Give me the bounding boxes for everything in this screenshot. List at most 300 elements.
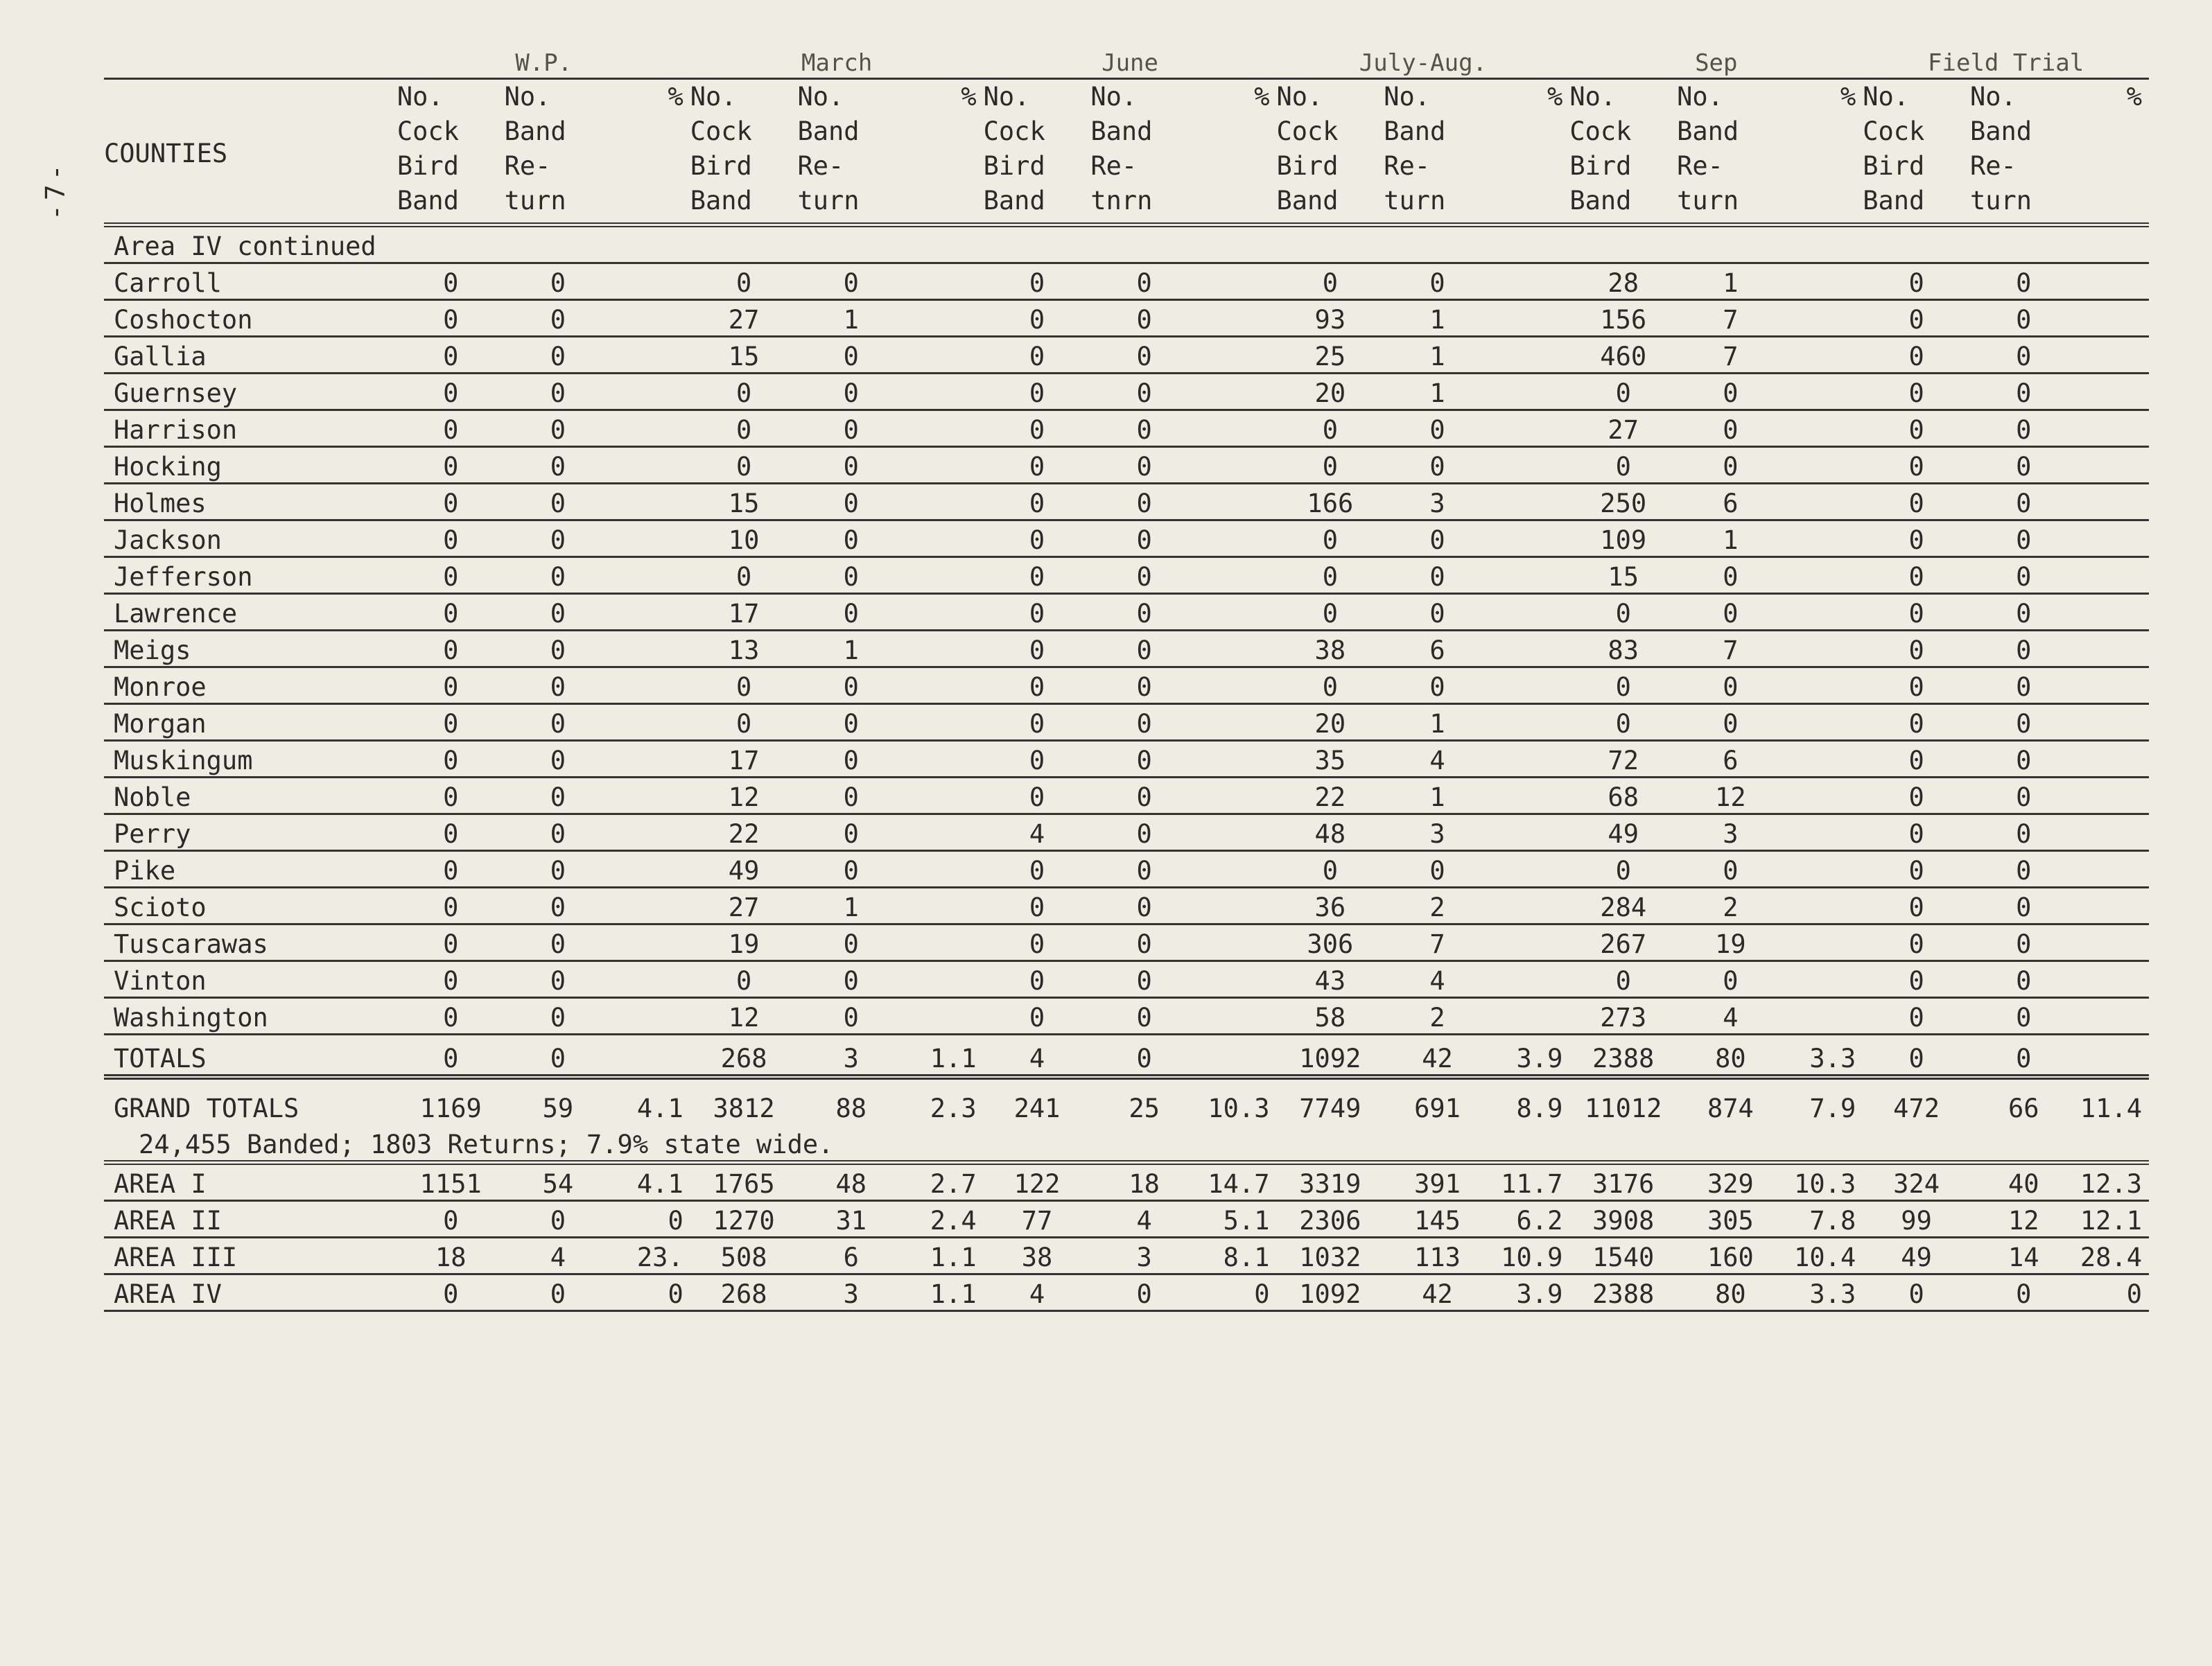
table-cell (1491, 814, 1569, 851)
county-name: Monroe (104, 667, 397, 704)
table-cell: 0 (1090, 704, 1198, 741)
table-cell: 1 (797, 300, 905, 337)
table-cell: 0 (1090, 998, 1198, 1035)
statewide-note: 24,455 Banded; 1803 Returns; 7.9% state wide. (104, 1124, 2149, 1163)
table-cell: 0 (505, 447, 612, 484)
table-row (104, 594, 2149, 631)
table-cell: 0 (984, 704, 1091, 741)
table-cell: 0 (1090, 741, 1198, 778)
table-cell: 0 (797, 998, 905, 1035)
table-cell: 3 (1090, 1238, 1198, 1274)
table-cell (611, 410, 690, 447)
table-cell: 1 (1384, 778, 1491, 814)
table-cell (1784, 374, 1863, 410)
table-cell: 68 (1569, 778, 1677, 814)
table-cell: 28.4 (2078, 1238, 2149, 1274)
table-cell: 15 (690, 484, 798, 520)
table-cell: 0 (1677, 374, 1784, 410)
table-cell: 0 (1863, 631, 1970, 667)
table-cell: 4 (1384, 741, 1491, 778)
table-cell: 31 (797, 1201, 905, 1238)
table-cell: 11012 (1585, 1093, 1662, 1123)
table-cell: 3.3 (1784, 1274, 1863, 1311)
table-cell: 20 (1276, 374, 1384, 410)
table-cell: 27 (690, 888, 798, 924)
table-cell: 43 (1276, 961, 1384, 998)
table-cell: 0 (397, 704, 505, 741)
table-cell: 0 (984, 631, 1091, 667)
table-cell: 0 (505, 263, 612, 300)
table-cell: 0 (797, 410, 905, 447)
table-cell: 0 (1863, 704, 1970, 741)
table-cell: 691 (1414, 1093, 1461, 1123)
table-cell: 27 (1569, 410, 1677, 447)
area-summary-row-label: AREA IV (104, 1274, 397, 1311)
table-cell: 0 (1090, 410, 1198, 447)
table-cell: 42 (1384, 1035, 1491, 1078)
table-cell (1198, 778, 1276, 814)
table-cell (1491, 924, 1569, 961)
table-row (104, 631, 2149, 667)
table-cell (1491, 520, 1569, 557)
table-cell: 22 (1276, 778, 1384, 814)
table-cell: 0 (1198, 1274, 1276, 1311)
table-cell: 10.3 (1208, 1093, 1270, 1123)
table-cell: 80 (1677, 1274, 1784, 1311)
table-cell: 0 (1677, 667, 1784, 704)
table-cell (1198, 741, 1276, 778)
table-cell: 3812 (713, 1093, 775, 1123)
totals-row-label: TOTALS (104, 1035, 397, 1078)
section-label: Area IV continued (104, 225, 2149, 263)
table-cell: 0 (1970, 631, 2078, 667)
table-cell: 0 (1384, 263, 1491, 300)
statewide-note-row (104, 1124, 2149, 1163)
table-cell (1784, 447, 1863, 484)
table-cell (611, 924, 690, 961)
table-cell: 0 (1863, 520, 1970, 557)
table-cell: 0 (1863, 263, 1970, 300)
table-cell: 10.4 (1784, 1238, 1863, 1274)
table-cell (611, 484, 690, 520)
table-cell: 4 (984, 1035, 1091, 1078)
table-cell (2078, 594, 2149, 631)
table-cell: 0 (505, 778, 612, 814)
table-cell (905, 410, 983, 447)
table-cell (1198, 484, 1276, 520)
table-cell: 0 (1384, 594, 1491, 631)
table-cell: 3 (797, 1035, 905, 1078)
table-cell (1491, 337, 1569, 374)
table-row (104, 484, 2149, 520)
table-cell: 4 (984, 814, 1091, 851)
table-cell: 0 (797, 741, 905, 778)
percent-header: % (1198, 79, 1276, 225)
table-cell: 0 (984, 888, 1091, 924)
table-cell (1198, 374, 1276, 410)
area-summary-row (104, 1238, 2149, 1274)
table-cell: 12 (1677, 778, 1784, 814)
table-cell: 0 (397, 594, 505, 631)
table-cell (905, 961, 983, 998)
table-cell: 7749 (1299, 1093, 1361, 1123)
table-cell: 0 (505, 888, 612, 924)
band-return-header: No. Band Re- turn (505, 79, 612, 225)
table-cell: 7.9 (1809, 1093, 1856, 1123)
table-cell (611, 667, 690, 704)
table-cell: 0 (1863, 484, 1970, 520)
table-cell (1784, 851, 1863, 888)
table-cell (905, 924, 983, 961)
table-row (104, 961, 2149, 998)
table-cell: 0 (397, 741, 505, 778)
period-group-label: March (690, 42, 984, 79)
table-cell (905, 851, 983, 888)
table-cell: 58 (1276, 998, 1384, 1035)
table-cell: 0 (1970, 741, 2078, 778)
cock-bird-band-header: No. Cock Bird Band (1276, 79, 1384, 225)
table-cell (611, 1035, 690, 1078)
table-cell: 12.1 (2078, 1201, 2149, 1238)
table-cell: 0 (1970, 704, 2078, 741)
table-cell: 2.4 (905, 1201, 983, 1238)
county-name: Morgan (104, 704, 397, 741)
table-cell: 0 (1569, 374, 1677, 410)
table-cell: 0 (1863, 447, 1970, 484)
table-cell: 109 (1569, 520, 1677, 557)
table-cell: 0 (984, 447, 1091, 484)
table-cell: 0 (1090, 520, 1198, 557)
table-cell (2078, 484, 2149, 520)
table-cell: 0 (1384, 851, 1491, 888)
table-cell: 1151 (397, 1163, 505, 1201)
period-group-label: July-Aug. (1276, 42, 1569, 79)
table-cell: 0 (984, 851, 1091, 888)
table-cell: 0 (1970, 557, 2078, 594)
grand-totals-row (104, 1077, 2149, 1124)
percent-header: % (611, 79, 690, 225)
table-cell: 0 (505, 520, 612, 557)
table-cell (1784, 484, 1863, 520)
table-cell: 1 (1384, 374, 1491, 410)
table-cell: 472 (1893, 1093, 1940, 1123)
county-name: Holmes (104, 484, 397, 520)
table-row (104, 667, 2149, 704)
table-cell: 0 (505, 814, 612, 851)
table-cell: 0 (1090, 631, 1198, 667)
table-cell: 3 (1384, 814, 1491, 851)
table-cell: 0 (1276, 594, 1384, 631)
table-cell: 7 (1677, 337, 1784, 374)
table-cell: 0 (1090, 961, 1198, 998)
table-cell: 0 (690, 557, 798, 594)
table-cell: 250 (1569, 484, 1677, 520)
table-cell: 0 (1276, 851, 1384, 888)
table-cell: 0 (1569, 667, 1677, 704)
table-cell: 1 (797, 888, 905, 924)
table-cell: 0 (505, 667, 612, 704)
table-cell: 3.3 (1784, 1035, 1863, 1078)
table-cell: 0 (397, 337, 505, 374)
table-cell (2078, 1035, 2149, 1078)
table-cell: 8.1 (1198, 1238, 1276, 1274)
table-cell: 1 (1384, 300, 1491, 337)
table-cell: 0 (797, 484, 905, 520)
table-cell: 0 (984, 300, 1091, 337)
table-cell: 0 (505, 998, 612, 1035)
table-cell (1491, 631, 1569, 667)
table-cell (905, 300, 983, 337)
table-cell: 0 (984, 778, 1091, 814)
grand-totals-row-label: GRAND TOTALS (114, 1093, 299, 1123)
table-cell (1784, 410, 1863, 447)
table-cell: 0 (797, 594, 905, 631)
table-cell: 0 (397, 263, 505, 300)
table-cell: 7.8 (1784, 1201, 1863, 1238)
table-cell: 0 (690, 263, 798, 300)
table-cell: 0 (1970, 961, 2078, 998)
table-cell (611, 888, 690, 924)
table-cell: 1.1 (905, 1238, 983, 1274)
period-group-label: Sep (1569, 42, 1863, 79)
table-cell: 0 (1970, 337, 2078, 374)
table-cell (1784, 778, 1863, 814)
table-cell: 11.7 (1491, 1163, 1569, 1201)
area-summary-row (104, 1163, 2149, 1201)
table-cell: 0 (1384, 520, 1491, 557)
table-cell: 0 (1863, 557, 1970, 594)
table-cell: 145 (1384, 1201, 1491, 1238)
table-cell: 28 (1569, 263, 1677, 300)
table-cell: 0 (1090, 814, 1198, 851)
table-cell: 324 (1863, 1163, 1970, 1201)
table-cell: 0 (505, 337, 612, 374)
table-cell (1491, 263, 1569, 300)
table-cell: 0 (1863, 337, 1970, 374)
table-row (104, 814, 2149, 851)
table-cell (2078, 704, 2149, 741)
table-cell (1198, 300, 1276, 337)
table-cell: 0 (1970, 924, 2078, 961)
table-cell: 0 (1970, 520, 2078, 557)
table-cell: 1 (1677, 263, 1784, 300)
table-cell: 0 (611, 1274, 690, 1311)
table-cell: 0 (797, 557, 905, 594)
county-name: Muskingum (104, 741, 397, 778)
table-cell: 3319 (1276, 1163, 1384, 1201)
table-cell: 59 (542, 1093, 574, 1123)
table-cell: 7 (1677, 631, 1784, 667)
table-cell: 268 (690, 1035, 798, 1078)
table-cell: 0 (1863, 594, 1970, 631)
table-cell: 284 (1569, 888, 1677, 924)
table-cell (1784, 961, 1863, 998)
table-cell: 0 (505, 704, 612, 741)
table-cell: 0 (1863, 741, 1970, 778)
table-row (104, 410, 2149, 447)
county-name: Harrison (104, 410, 397, 447)
table-cell: 2 (1384, 998, 1491, 1035)
table-cell: 2 (1677, 888, 1784, 924)
table-row (104, 741, 2149, 778)
table-cell: 0 (1569, 447, 1677, 484)
county-name: Perry (104, 814, 397, 851)
table-row (104, 447, 2149, 484)
table-cell: 0 (984, 961, 1091, 998)
table-cell: 0 (397, 1035, 505, 1078)
table-cell: 3.9 (1491, 1035, 1569, 1078)
table-cell (1784, 998, 1863, 1035)
table-cell: 0 (1863, 961, 1970, 998)
period-group-row (104, 42, 2149, 79)
county-name: Noble (104, 778, 397, 814)
table-cell (905, 263, 983, 300)
table-cell: 27 (690, 300, 798, 337)
page-number: -7- (40, 160, 71, 220)
table-cell (1784, 814, 1863, 851)
table-cell: 40 (1970, 1163, 2078, 1201)
table-cell: 23. (611, 1238, 690, 1274)
county-name: Carroll (104, 263, 397, 300)
table-cell: 22 (690, 814, 798, 851)
table-cell: 10.3 (1784, 1163, 1863, 1201)
table-cell: 0 (505, 594, 612, 631)
table-cell: 48 (1276, 814, 1384, 851)
table-cell (1198, 263, 1276, 300)
table-cell (2078, 814, 2149, 851)
table-cell: 267 (1569, 924, 1677, 961)
area-summary-row (104, 1201, 2149, 1238)
percent-header: % (1491, 79, 1569, 225)
table-cell: 7 (1677, 300, 1784, 337)
table-cell: 122 (984, 1163, 1091, 1201)
table-cell: 0 (1276, 520, 1384, 557)
table-cell (1198, 998, 1276, 1035)
table-cell: 0 (1970, 447, 2078, 484)
table-cell (905, 594, 983, 631)
table-cell: 0 (984, 337, 1091, 374)
table-cell: 0 (1863, 300, 1970, 337)
cock-bird-band-header: No. Cock Bird Band (984, 79, 1091, 225)
table-row (104, 557, 2149, 594)
table-cell: 0 (505, 484, 612, 520)
table-cell: 12.3 (2078, 1163, 2149, 1201)
table-cell: 0 (1090, 557, 1198, 594)
table-cell: 0 (505, 631, 612, 667)
county-name: Meigs (104, 631, 397, 667)
section-label-row (104, 225, 2149, 263)
table-cell: 0 (797, 704, 905, 741)
percent-header: % (905, 79, 983, 225)
table-cell: 1092 (1276, 1035, 1384, 1078)
table-cell: 2.7 (905, 1163, 983, 1201)
county-name: Vinton (104, 961, 397, 998)
area-summary-row-label: AREA III (104, 1238, 397, 1274)
table-cell: 156 (1569, 300, 1677, 337)
table-cell: 0 (397, 667, 505, 704)
area-summary-row (104, 1274, 2149, 1311)
table-cell: 17 (690, 594, 798, 631)
table-cell: 4 (505, 1238, 612, 1274)
table-cell: 72 (1569, 741, 1677, 778)
table-cell: 0 (611, 1201, 690, 1238)
table-cell (2078, 998, 2149, 1035)
table-cell: 0 (1090, 924, 1198, 961)
table-cell: 0 (1090, 337, 1198, 374)
table-cell: 0 (797, 851, 905, 888)
table-cell: 25 (1276, 337, 1384, 374)
table-row (104, 520, 2149, 557)
table-cell (1491, 851, 1569, 888)
table-cell: 0 (505, 924, 612, 961)
table-cell: 0 (984, 374, 1091, 410)
table-cell: 0 (1970, 300, 2078, 337)
table-cell: 66 (2008, 1093, 2039, 1123)
table-cell: 2388 (1569, 1035, 1677, 1078)
table-cell: 0 (1863, 374, 1970, 410)
table-cell: 0 (505, 1201, 612, 1238)
table-cell: 0 (505, 961, 612, 998)
county-name: Gallia (104, 337, 397, 374)
table-cell: 0 (1276, 667, 1384, 704)
table-cell: 0 (397, 814, 505, 851)
table-cell: 0 (1863, 1274, 1970, 1311)
table-cell (2078, 300, 2149, 337)
table-cell: 0 (1677, 410, 1784, 447)
table-cell (1198, 631, 1276, 667)
table-cell: 36 (1276, 888, 1384, 924)
table-cell: 0 (1090, 594, 1198, 631)
table-cell: 38 (984, 1238, 1091, 1274)
table-cell: 5.1 (1198, 1201, 1276, 1238)
table-cell: 0 (1970, 263, 2078, 300)
table-cell: 3176 (1569, 1163, 1677, 1201)
table-cell: 1.1 (905, 1035, 983, 1078)
table-cell: 18 (397, 1238, 505, 1274)
table-cell: 11.4 (2080, 1093, 2142, 1123)
table-cell: 13 (690, 631, 798, 667)
table-cell: 0 (797, 520, 905, 557)
blank-cell (104, 42, 397, 79)
table-cell: 93 (1276, 300, 1384, 337)
table-cell: 391 (1384, 1163, 1491, 1201)
table-cell: 10 (690, 520, 798, 557)
table-cell: 99 (1863, 1201, 1970, 1238)
table-cell: 0 (1970, 851, 2078, 888)
table-cell (905, 888, 983, 924)
table-cell: 0 (1677, 851, 1784, 888)
county-name: Lawrence (104, 594, 397, 631)
table-cell (905, 447, 983, 484)
counties-header: COUNTIES (104, 79, 397, 225)
county-name: Washington (104, 998, 397, 1035)
table-cell: 0 (1090, 1274, 1198, 1311)
table-cell (1784, 704, 1863, 741)
table-cell (1198, 1035, 1276, 1078)
table-cell (2078, 374, 2149, 410)
table-cell: 0 (397, 300, 505, 337)
table-cell (1198, 447, 1276, 484)
table-cell (1491, 557, 1569, 594)
table-cell: 2 (1384, 888, 1491, 924)
table-cell (1491, 410, 1569, 447)
table-cell: 0 (1569, 851, 1677, 888)
table-cell: 0 (1677, 447, 1784, 484)
table-cell: 35 (1276, 741, 1384, 778)
table-cell (1784, 888, 1863, 924)
table-cell: 0 (1384, 667, 1491, 704)
table-cell: 0 (1569, 594, 1677, 631)
